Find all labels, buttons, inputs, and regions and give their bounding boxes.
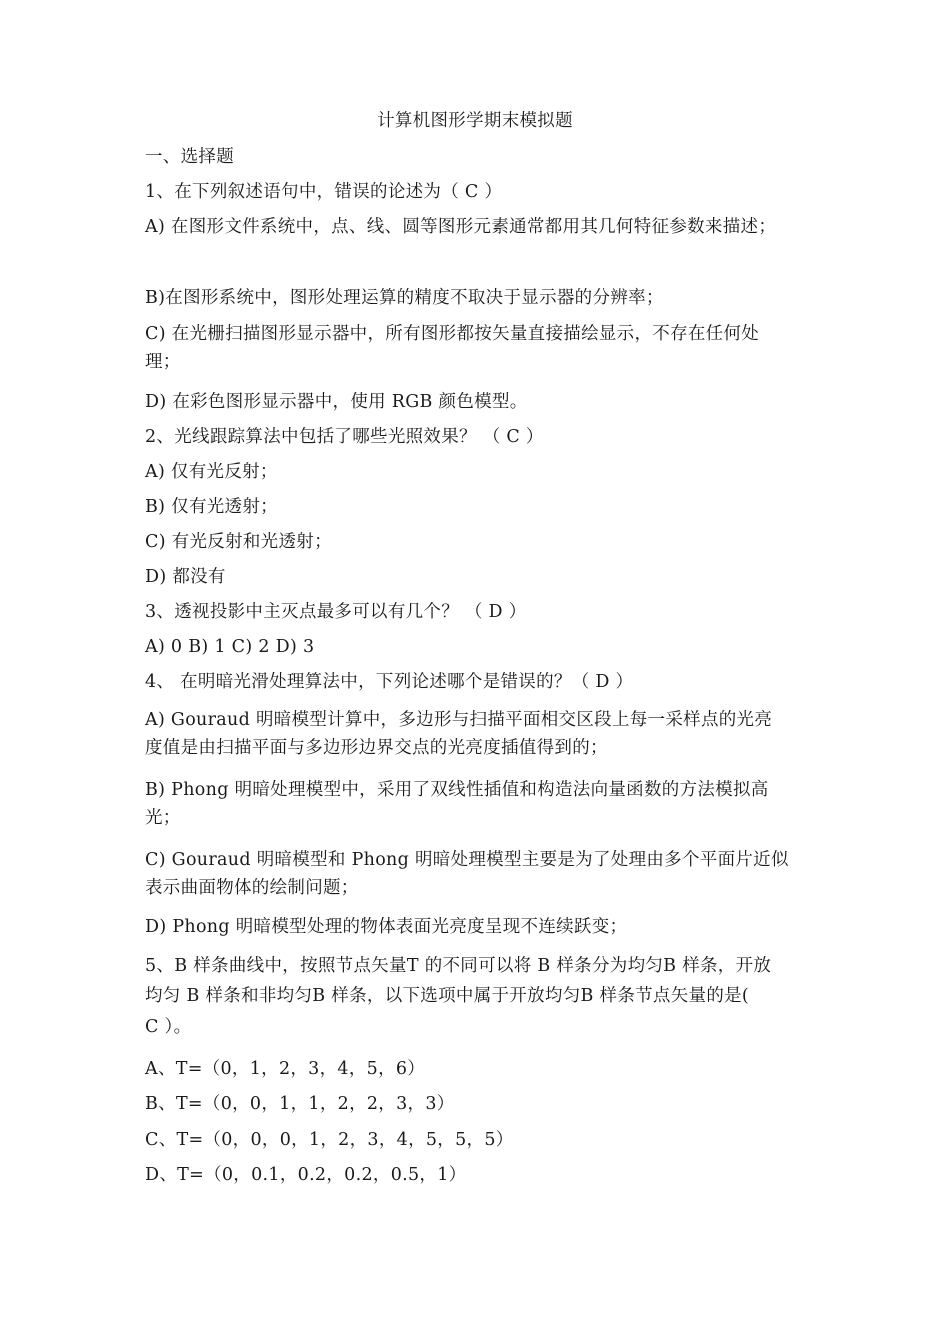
question-2-option-c: C) 有光反射和光透射；	[145, 532, 332, 552]
question-4-option-c-cont: 表示曲面物体的绘制问题；	[145, 878, 359, 898]
question-4-stem: 4、 在明暗光滑处理算法中，下列论述哪个是错误的？（ D ）	[145, 672, 634, 692]
question-4-option-c: C) Gouraud 明暗模型和 Phong 明暗处理模型主要是为了处理由多个平面片近似	[145, 850, 789, 870]
question-1-option-d: D) 在彩色图形显示器中，使用 RGB 颜色模型。	[145, 392, 528, 412]
question-4-option-b: B) Phong 明暗处理模型中，采用了双线性插值和构造法向量函数的方法模拟高	[145, 780, 769, 800]
question-1-option-b: B)在图形系统中，图形处理运算的精度不取决于显示器的分辨率；	[145, 288, 664, 308]
question-1-option-a: A) 在图形文件系统中，点、线、圆等图形元素通常都用其几何特征参数来描述；	[145, 217, 777, 237]
question-1-option-c-cont: 理；	[145, 352, 181, 372]
section-heading: 一、选择题	[145, 147, 234, 167]
question-2-option-d: D) 都没有	[145, 567, 226, 587]
question-1-stem: 1、在下列叙述语句中，错误的论述为（ C ）	[145, 182, 503, 202]
question-5-option-c: C、T=（0，0，0，1，2，3，4，5，5，5）	[145, 1130, 514, 1150]
question-5-stem-line-1: 5、B 样条曲线中，按照节点矢量T 的不同可以将 B 样条分为均匀B 样条，开放	[145, 956, 772, 976]
question-5-stem-line-3: C ）。	[145, 1017, 192, 1037]
question-5-stem-line-2: 均匀 B 样条和非均匀B 样条，以下选项中属于开放均匀B 样条节点矢量的是(	[145, 986, 750, 1006]
question-4-option-a-cont: 度值是由扫描平面与多边形边界交点的光亮度插值得到的；	[145, 738, 608, 758]
question-2-stem: 2、光线跟踪算法中包括了哪些光照效果？ （ C ）	[145, 427, 544, 447]
question-2-option-a: A) 仅有光反射；	[145, 462, 278, 482]
question-3-options: A) 0 B) 1 C) 2 D) 3	[145, 637, 315, 657]
question-5-option-a: A、T=（0，1，2，3，4，5，6）	[145, 1059, 426, 1079]
question-4-option-d: D) Phong 明暗模型处理的物体表面光亮度呈现不连续跃变；	[145, 917, 628, 937]
question-4-option-a: A) Gouraud 明暗模型计算中，多边形与扫描平面相交区段上每一采样点的光亮	[145, 710, 773, 730]
question-3-stem: 3、透视投影中主灭点最多可以有几个？ （ D ）	[145, 602, 527, 622]
page-title: 计算机图形学期末模拟题	[377, 111, 573, 131]
question-5-option-b: B、T=（0，0，1，1，2，2，3，3）	[145, 1094, 455, 1114]
question-4-option-b-cont: 光；	[145, 808, 181, 828]
question-5-option-d: D、T=（0，0.1，0.2，0.2，0.5，1）	[145, 1165, 467, 1185]
question-2-option-b: B) 仅有光透射；	[145, 497, 278, 517]
question-1-option-c: C) 在光栅扫描图形显示器中，所有图形都按矢量直接描绘显示，不存在任何处	[145, 324, 760, 344]
